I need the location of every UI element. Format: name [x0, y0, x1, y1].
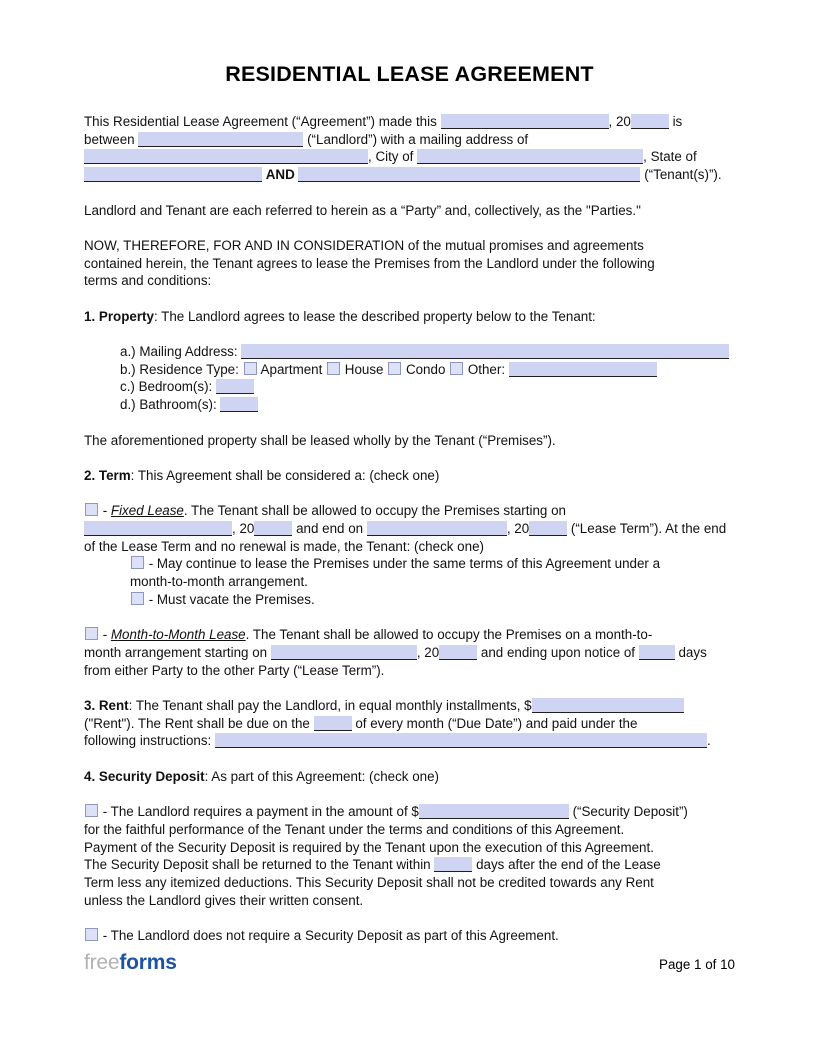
text-segment: , 20	[232, 521, 255, 537]
form-line	[84, 237, 735, 255]
property-detail-list	[84, 343, 735, 414]
text-segment: - The Landlord does not require a Security Deposit as part of this Agreement.	[99, 928, 559, 944]
form-line	[84, 803, 735, 821]
form-line	[84, 555, 735, 573]
text-segment: The Security Deposit shall be returned to the Tenant within	[84, 857, 435, 873]
form-line	[84, 856, 735, 874]
form-line	[84, 892, 735, 910]
fill-in-blank-field[interactable]	[532, 698, 684, 713]
month-to-month-option	[84, 626, 735, 679]
form-line	[84, 361, 735, 379]
text-segment: - May continue to lease the Premises under the same terms of this Agreement under a	[145, 556, 661, 572]
text-segment: -	[99, 503, 111, 519]
fill-in-blank-field[interactable]	[314, 716, 352, 731]
form-line	[84, 378, 735, 396]
consideration-paragraph	[84, 237, 735, 290]
text-segment: Other:	[464, 361, 509, 377]
checkbox[interactable]	[85, 503, 98, 516]
form-line	[84, 148, 735, 166]
form-line	[84, 591, 735, 609]
text-segment: : The Tenant shall pay the Landlord, in equal monthly installments, $	[128, 698, 532, 714]
text-segment: , 20	[416, 644, 440, 660]
form-line	[84, 839, 735, 857]
form-line	[84, 538, 735, 556]
form-line	[84, 467, 735, 485]
fill-in-blank-field[interactable]	[215, 733, 707, 748]
page-number-label: Page 1 of 10	[659, 957, 735, 972]
fill-in-blank-field[interactable]	[298, 167, 640, 182]
fill-in-blank-field[interactable]	[417, 149, 643, 164]
fill-in-blank-field[interactable]	[138, 132, 303, 147]
logo-text-forms: forms	[119, 951, 177, 974]
text-segment: month arrangement starting on	[84, 644, 271, 660]
text-segment: and end on	[292, 521, 367, 537]
checkbox[interactable]	[327, 362, 340, 375]
checkbox[interactable]	[131, 592, 144, 605]
text-segment: - Must vacate the Premises.	[145, 591, 315, 607]
fill-in-blank-field[interactable]	[509, 362, 657, 377]
fill-in-blank-field[interactable]	[529, 521, 567, 536]
document-body	[84, 113, 735, 945]
text-segment: Condo	[402, 361, 450, 377]
checkbox[interactable]	[85, 928, 98, 941]
text-segment: - The Landlord requires a payment in the amount of $	[99, 804, 419, 820]
text-segment: for the faithful performance of the Tenant under the terms and conditions of this Agreement.	[84, 821, 625, 837]
text-segment: Payment of the Security Deposit is required by the Tenant upon the execution of this Agreement.	[84, 839, 654, 855]
text-segment: 4. Security Deposit	[84, 768, 205, 784]
checkbox[interactable]	[85, 627, 98, 640]
text-segment: Fixed Lease	[110, 503, 184, 519]
text-segment: unless the Landlord gives their written consent.	[84, 892, 364, 908]
section-3-rent	[84, 697, 735, 750]
security-deposit-not-required-option	[84, 927, 735, 945]
text-segment: a.) Mailing Address:	[120, 344, 242, 360]
form-line	[84, 432, 735, 450]
form-line	[84, 821, 735, 839]
text-segment: : As part of this Agreement: (check one)	[204, 768, 440, 784]
form-line	[84, 715, 735, 733]
text-segment: 1. Property	[84, 308, 154, 324]
premises-paragraph	[84, 432, 735, 450]
checkbox[interactable]	[388, 362, 401, 375]
text-segment: d.) Bathroom(s):	[120, 397, 221, 413]
form-line	[84, 644, 735, 662]
text-segment: 2. Term	[84, 467, 131, 483]
text-segment: and ending upon notice of	[477, 644, 639, 660]
text-segment: . The Tenant shall be allowed to occupy the Premises starting on	[183, 503, 566, 519]
text-segment: , 20	[506, 521, 530, 537]
fill-in-blank-field[interactable]	[441, 114, 609, 129]
text-segment: , State of	[643, 149, 697, 165]
form-line	[84, 573, 735, 591]
fill-in-blank-field[interactable]	[84, 521, 232, 536]
fill-in-blank-field[interactable]	[631, 114, 669, 129]
form-line	[84, 927, 735, 945]
fill-in-blank-field[interactable]	[254, 521, 292, 536]
document-title: RESIDENTIAL LEASE AGREEMENT	[225, 62, 594, 86]
fill-in-blank-field[interactable]	[84, 149, 368, 164]
text-segment: AND	[265, 167, 295, 183]
security-deposit-required-option	[84, 803, 735, 909]
section-4-security-deposit-heading	[84, 768, 735, 786]
text-segment: b.) Residence Type:	[120, 361, 243, 377]
text-segment: from either Party to the other Party (“Lease Term”).	[84, 662, 385, 678]
form-line	[84, 343, 735, 361]
text-segment: : The Landlord agrees to lease the described property below to the Tenant:	[153, 308, 596, 324]
form-line	[84, 768, 735, 786]
text-segment: , City of	[368, 149, 418, 165]
freeforms-logo[interactable]	[84, 951, 177, 974]
text-segment: NOW, THEREFORE, FOR AND IN CONSIDERATION of the mutual promises and agreements	[84, 237, 644, 253]
text-segment: Term less any itemized deductions. This Security Deposit shall not be credited towards any Rent	[84, 875, 654, 891]
form-line	[84, 166, 735, 184]
text-segment: This Residential Lease Agreement (“Agreement”) made this	[84, 114, 441, 129]
text-segment: month-to-month arrangement.	[130, 574, 308, 590]
form-line	[84, 113, 735, 131]
text-segment: (“Lease Term”). At the end	[567, 521, 727, 537]
intro-paragraph	[84, 113, 735, 184]
text-segment: (“Landlord”) with a mailing address of	[303, 131, 529, 147]
text-segment: .	[707, 733, 711, 749]
form-line	[84, 874, 735, 892]
checkbox[interactable]	[450, 362, 463, 375]
fixed-lease-option	[84, 502, 735, 608]
fill-in-blank-field[interactable]	[271, 645, 417, 660]
fill-in-blank-field[interactable]	[439, 645, 477, 660]
text-segment: . The Tenant shall be allowed to occupy the Premises on a month-to-	[245, 627, 653, 643]
form-line	[84, 308, 735, 326]
text-segment: between	[84, 131, 139, 147]
fill-in-blank-field[interactable]	[419, 804, 569, 819]
text-segment: is	[668, 114, 683, 129]
form-line	[84, 396, 735, 414]
text-segment: of the Lease Term and no renewal is made, the Tenant: (check one)	[84, 538, 484, 554]
text-segment: ("Rent"). The Rent shall be due on the	[84, 715, 314, 731]
text-segment: , 20	[608, 114, 631, 129]
form-line	[84, 626, 735, 644]
text-segment: of every month (“Due Date”) and paid under the	[351, 715, 638, 731]
form-line	[84, 732, 735, 750]
text-segment: 3. Rent	[84, 698, 129, 714]
text-segment: c.) Bedroom(s):	[120, 379, 216, 395]
text-segment: Month-to-Month Lease	[110, 627, 246, 643]
section-2-term-heading	[84, 467, 735, 485]
form-line	[84, 131, 735, 149]
text-segment: The aforementioned property shall be leased wholly by the Tenant (“Premises”).	[84, 432, 556, 448]
fill-in-blank-field[interactable]	[84, 167, 262, 182]
fill-in-blank-field[interactable]	[639, 645, 675, 660]
checkbox[interactable]	[85, 804, 98, 817]
text-segment: -	[99, 627, 111, 643]
text-segment: terms and conditions:	[84, 273, 212, 289]
logo-text-free: free	[84, 951, 120, 974]
text-segment: Landlord and Tenant are each referred to herein as a “Party” and, collectively, as the "Parties."	[84, 202, 641, 218]
text-segment: Apartment	[257, 361, 327, 377]
checkbox[interactable]	[244, 362, 257, 375]
form-line	[84, 502, 735, 520]
form-line	[84, 520, 735, 538]
fill-in-blank-field[interactable]	[367, 521, 507, 536]
text-segment: (“Security Deposit”)	[568, 804, 688, 820]
fill-in-blank-field[interactable]	[434, 857, 472, 872]
text-segment: days after the end of the Lease	[472, 857, 661, 873]
text-segment: House	[341, 361, 388, 377]
fill-in-blank-field[interactable]	[241, 344, 729, 359]
text-segment: following instructions:	[84, 733, 215, 749]
text-segment: (“Tenant(s)”).	[640, 167, 722, 183]
fill-in-blank-field[interactable]	[220, 397, 258, 412]
parties-paragraph	[84, 202, 735, 220]
text-segment: days	[674, 644, 707, 660]
text-segment: contained herein, the Tenant agrees to lease the Premises from the Landlord under the following	[84, 255, 655, 271]
form-line	[84, 202, 735, 220]
text-segment: : This Agreement shall be considered a: (check one)	[130, 467, 440, 483]
checkbox[interactable]	[131, 556, 144, 569]
page-footer	[84, 951, 735, 974]
fill-in-blank-field[interactable]	[216, 379, 254, 394]
form-line	[84, 255, 735, 273]
section-1-property-heading	[84, 308, 735, 326]
form-line	[84, 662, 735, 680]
form-line	[84, 697, 735, 715]
form-line	[84, 272, 735, 290]
